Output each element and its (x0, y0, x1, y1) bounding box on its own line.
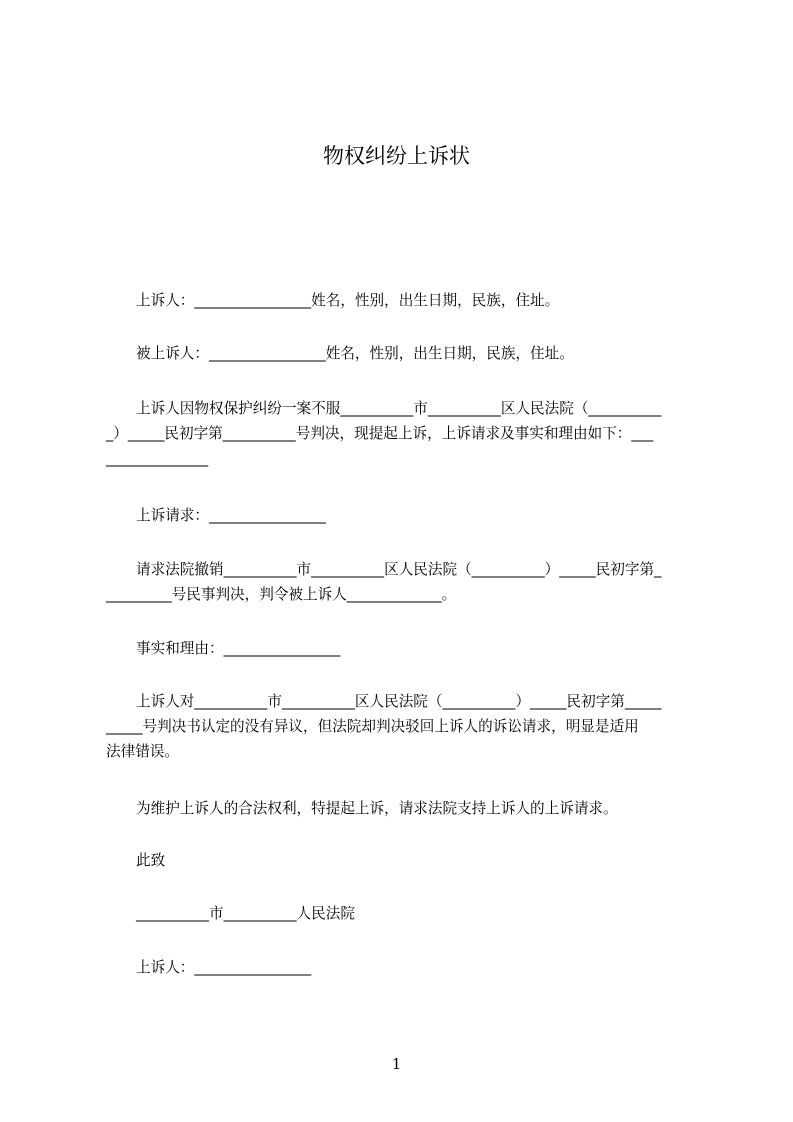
request-detail-line-1: 请求法院撤销__________市__________区人民法院（__________）_____民初字第_ (136, 561, 662, 578)
facts-detail-paragraph (106, 689, 700, 764)
facts-detail-line-2: _____号判决书认定的没有异议，但法院却判决驳回上诉人的诉讼请求，明显是适用 (106, 718, 639, 735)
appellee-label: 被上诉人： (136, 345, 209, 362)
case-intro-line-2: _）_____民初字第__________号判决，现提起上诉，上诉请求及事实和理由如下：___ (106, 425, 654, 442)
case-intro-line-3: ______________ (106, 450, 209, 467)
appellee-details-text: 姓名，性别，出生日期，民族，住址。 (325, 345, 574, 362)
appellant-details-text: 姓名，性别，出生日期，民族，住址。 (311, 292, 560, 309)
appellee-line (106, 341, 730, 366)
request-detail-line-2: _________号民事判决，判令被上诉人_____________。 (106, 586, 457, 603)
signature-label: 上诉人： (136, 959, 195, 976)
appeal-request-line (106, 503, 730, 528)
page-number: 1 (391, 1055, 402, 1073)
facts-reasons-label: 事实和理由： (136, 640, 224, 657)
facts-reasons-line (106, 636, 730, 661)
appellant-label: 上诉人： (136, 292, 195, 309)
request-detail-paragraph (106, 557, 700, 607)
facts-reasons-blank: ________________ (223, 640, 341, 657)
salutation-line: 此致 (136, 852, 166, 869)
signature-line (106, 955, 730, 980)
case-intro-line-1: 上诉人因物权保护纠纷一案不服__________市__________区人民法院（__________ (136, 400, 662, 417)
protect-rights-line: 为维护上诉人的合法权利，特提起上诉，请求法院支持上诉人的上诉请求。 (136, 800, 618, 817)
facts-detail-line-3: 法律错误。 (106, 743, 179, 760)
facts-detail-line-1: 上诉人对__________市__________区人民法院（__________）_____民初字第_____ (136, 693, 662, 710)
appeal-request-label: 上诉请求： (136, 507, 209, 524)
appellee-name-blank: ________________ (208, 345, 326, 362)
appellant-name-blank: ________________ (194, 292, 312, 309)
document-title: 物权纠纷上诉状 (323, 144, 470, 168)
signature-blank: ________________ (194, 959, 312, 976)
appellant-line (106, 288, 730, 313)
appeal-request-blank: ________________ (208, 507, 326, 524)
court-line: __________市__________人民法院 (136, 905, 355, 922)
case-intro-paragraph (106, 396, 700, 471)
